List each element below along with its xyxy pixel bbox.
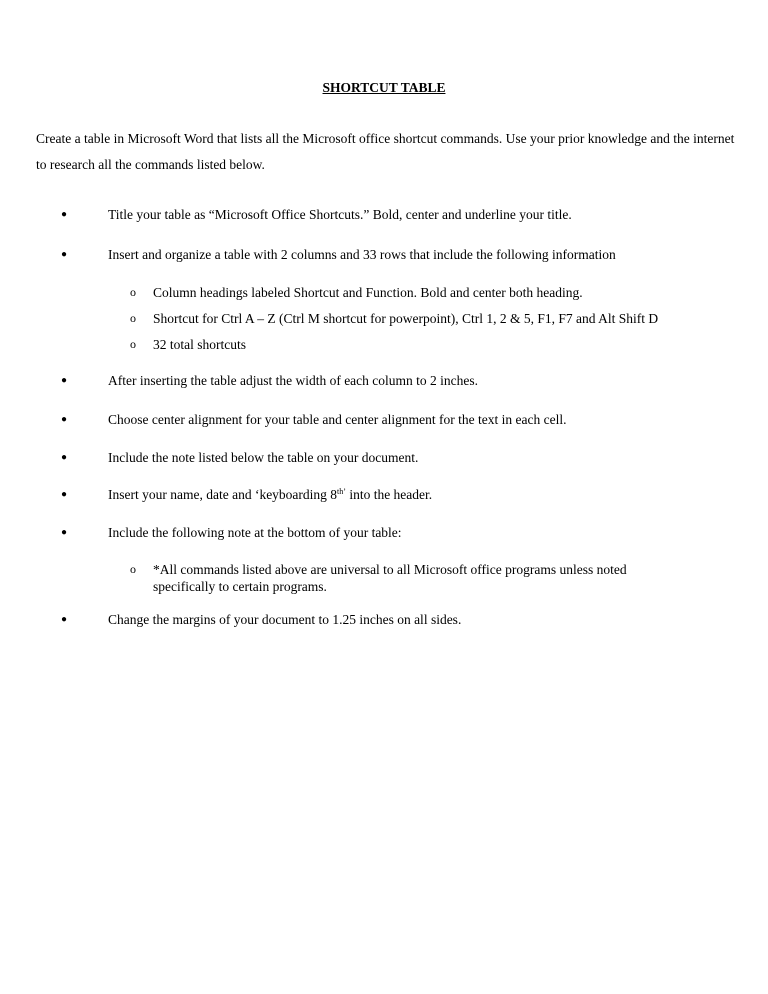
circle-bullet-icon: o	[130, 337, 136, 351]
bullet-icon: ●	[61, 414, 68, 425]
header-instruction-text: Insert your name, date and ‘keyboarding 8	[108, 487, 338, 502]
list-item-text: Insert and organize a table with 2 columns and 33 rows that include the following information	[108, 247, 616, 262]
superscript-text: th’	[337, 487, 346, 496]
document-title: SHORTCUT TABLE	[322, 80, 446, 95]
bullet-icon: ●	[61, 209, 68, 220]
bullet-icon: ●	[61, 527, 68, 538]
bullet-icon: ●	[61, 489, 68, 500]
list-item-text: Title your table as “Microsoft Office Shortcuts.” Bold, center and underline your title.	[108, 207, 572, 222]
intro-paragraph: Create a table in Microsoft Word that lists all the Microsoft office shortcut commands. Use your prior knowledge and the internet to research all the commands listed below.	[36, 131, 735, 172]
list-item-text: After inserting the table adjust the width of each column to 2 inches.	[108, 373, 479, 388]
list-item-text: Change the margins of your document to 1.25 inches on all sides.	[108, 612, 462, 627]
list-item-text: Include the note listed below the table on your document.	[108, 450, 419, 465]
bullet-icon: ●	[61, 452, 68, 463]
circle-bullet-icon: o	[130, 285, 136, 299]
list-item-text: Include the following note at the bottom of your table:	[108, 525, 402, 540]
list-item-text: Choose center alignment for your table and center alignment for the text in each cell.	[108, 412, 567, 427]
sub-list-item-text: 32 total shortcuts	[153, 337, 246, 352]
bullet-icon: ●	[61, 614, 68, 625]
sub-list-item-text: Shortcut for Ctrl A – Z (Ctrl M shortcut for powerpoint), Ctrl 1, 2 & 5, F1, F7 and Alt Shift D	[153, 311, 659, 326]
bullet-icon: ●	[61, 375, 68, 386]
header-instruction-text-end: into the header.	[345, 487, 433, 502]
circle-bullet-icon: o	[130, 562, 136, 576]
list-item-text	[108, 487, 728, 503]
sub-list-item-text: *All commands listed above are universal to all Microsoft office programs unless noted specifically to certain programs.	[153, 562, 627, 594]
bullet-icon: ●	[61, 249, 68, 260]
sub-list-item-text: Column headings labeled Shortcut and Function. Bold and center both heading.	[153, 285, 583, 300]
circle-bullet-icon: o	[130, 311, 136, 325]
